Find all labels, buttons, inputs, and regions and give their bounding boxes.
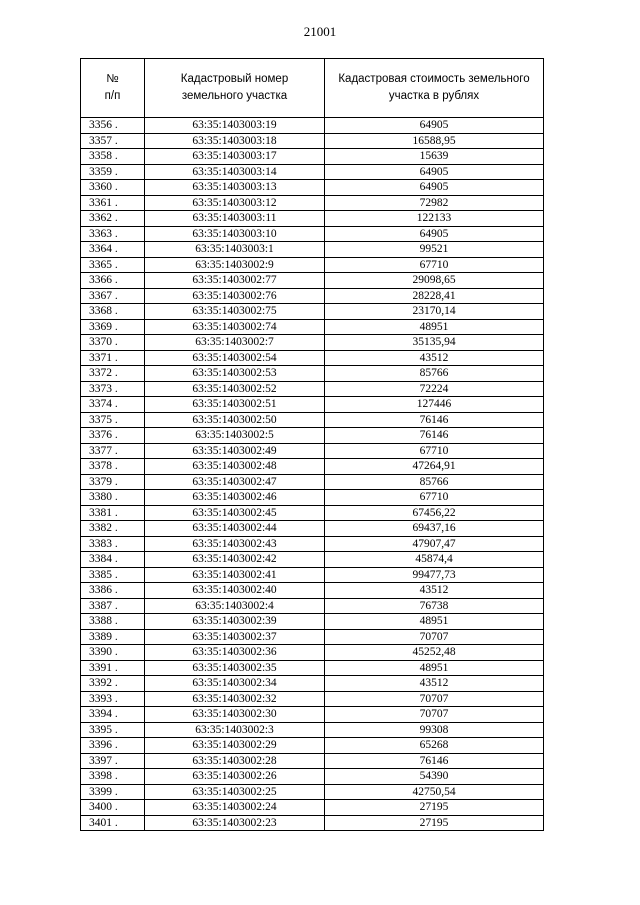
cadastral-number-cell: 63:35:1403002:47 (145, 474, 325, 490)
cadastral-value-cell: 72224 (325, 381, 544, 397)
table-row (81, 753, 544, 769)
table-row (81, 180, 544, 196)
cadastral-value-cell: 48951 (325, 660, 544, 676)
cadastral-number-cell: 63:35:1403002:45 (145, 505, 325, 521)
row-number-cell: 3395 . (81, 722, 145, 738)
column-header-cadastral-number-line2: земельного участка (181, 90, 288, 102)
cadastral-number-cell: 63:35:1403002:53 (145, 366, 325, 382)
table-row (81, 645, 544, 661)
cadastral-value-cell: 69437,16 (325, 521, 544, 537)
table-row (81, 366, 544, 382)
cadastral-number-cell: 63:35:1403002:48 (145, 459, 325, 475)
row-number-cell: 3391 . (81, 660, 145, 676)
row-number-cell: 3362 . (81, 211, 145, 227)
cadastral-value-cell: 64905 (325, 180, 544, 196)
cadastral-value-cell: 27195 (325, 800, 544, 816)
cadastral-number-cell: 63:35:1403002:75 (145, 304, 325, 320)
cadastral-number-cell: 63:35:1403002:34 (145, 676, 325, 692)
cadastral-number-cell: 63:35:1403002:51 (145, 397, 325, 413)
row-number-cell: 3383 . (81, 536, 145, 552)
table-row (81, 459, 544, 475)
row-number-cell: 3380 . (81, 490, 145, 506)
cadastral-number-cell: 63:35:1403002:36 (145, 645, 325, 661)
row-number-cell: 3371 . (81, 350, 145, 366)
cadastral-number-cell: 63:35:1403002:26 (145, 769, 325, 785)
cadastral-number-cell: 63:35:1403002:7 (145, 335, 325, 351)
row-number-cell: 3361 . (81, 195, 145, 211)
cadastral-number-cell: 63:35:1403002:29 (145, 738, 325, 754)
table-row (81, 583, 544, 599)
table-row (81, 629, 544, 645)
row-number-cell: 3358 . (81, 149, 145, 165)
row-number-cell: 3382 . (81, 521, 145, 537)
table-row (81, 273, 544, 289)
row-number-cell: 3384 . (81, 552, 145, 568)
cadastral-number-cell: 63:35:1403003:18 (145, 133, 325, 149)
table-row (81, 474, 544, 490)
cadastral-value-cell: 99521 (325, 242, 544, 258)
table-row (81, 304, 544, 320)
column-header-cadastral-number-line1: Кадастровый номер (180, 73, 289, 85)
table-row (81, 195, 544, 211)
cadastral-number-cell: 63:35:1403003:1 (145, 242, 325, 258)
table-row (81, 614, 544, 630)
cadastral-value-cell: 43512 (325, 676, 544, 692)
cadastral-number-cell: 63:35:1403002:23 (145, 815, 325, 831)
cadastral-value-cell: 70707 (325, 691, 544, 707)
cadastral-number-cell: 63:35:1403002:43 (145, 536, 325, 552)
cadastral-number-cell: 63:35:1403003:17 (145, 149, 325, 165)
table-row (81, 769, 544, 785)
table-row (81, 118, 544, 134)
cadastral-value-cell: 43512 (325, 350, 544, 366)
row-number-cell: 3390 . (81, 645, 145, 661)
cadastral-number-cell: 63:35:1403002:39 (145, 614, 325, 630)
row-number-cell: 3365 . (81, 257, 145, 273)
table-row (81, 257, 544, 273)
row-number-cell: 3399 . (81, 784, 145, 800)
cadastral-value-cell: 27195 (325, 815, 544, 831)
table-row (81, 319, 544, 335)
cadastral-value-cell: 70707 (325, 707, 544, 723)
row-number-cell: 3373 . (81, 381, 145, 397)
table-header-row (81, 59, 544, 118)
cadastral-value-cell: 72982 (325, 195, 544, 211)
cadastral-number-cell: 63:35:1403003:12 (145, 195, 325, 211)
table-body (81, 118, 544, 831)
cadastral-value-cell: 64905 (325, 226, 544, 242)
table-row (81, 521, 544, 537)
column-header-cadastral-value-line2: участка в рублях (388, 90, 480, 102)
row-number-cell: 3401 . (81, 815, 145, 831)
cadastral-number-cell: 63:35:1403002:30 (145, 707, 325, 723)
cadastral-value-cell: 67456,22 (325, 505, 544, 521)
cadastral-number-cell: 63:35:1403002:52 (145, 381, 325, 397)
cadastral-number-cell: 63:35:1403002:28 (145, 753, 325, 769)
row-number-cell: 3388 . (81, 614, 145, 630)
table-row (81, 707, 544, 723)
cadastral-number-cell: 63:35:1403002:42 (145, 552, 325, 568)
cadastral-value-cell: 85766 (325, 366, 544, 382)
table-row (81, 552, 544, 568)
table-row (81, 784, 544, 800)
row-number-cell: 3367 . (81, 288, 145, 304)
row-number-cell: 3378 . (81, 459, 145, 475)
row-number-cell: 3375 . (81, 412, 145, 428)
cadastral-number-cell: 63:35:1403002:54 (145, 350, 325, 366)
cadastral-number-cell: 63:35:1403003:19 (145, 118, 325, 134)
column-header-number-line1: № (106, 73, 119, 85)
cadastral-value-cell: 43512 (325, 583, 544, 599)
column-header-cadastral-value-line1: Кадастровая стоимость земельного (338, 73, 530, 85)
cadastral-number-cell: 63:35:1403002:40 (145, 583, 325, 599)
cadastral-number-cell: 63:35:1403003:11 (145, 211, 325, 227)
cadastral-value-cell: 76738 (325, 598, 544, 614)
table-row (81, 815, 544, 831)
table-row (81, 505, 544, 521)
table-row (81, 397, 544, 413)
cadastral-value-cell: 54390 (325, 769, 544, 785)
table-row (81, 211, 544, 227)
cadastral-value-cell: 70707 (325, 629, 544, 645)
cadastral-value-cell: 15639 (325, 149, 544, 165)
row-number-cell: 3376 . (81, 428, 145, 444)
row-number-cell: 3370 . (81, 335, 145, 351)
cadastral-number-cell: 63:35:1403002:77 (145, 273, 325, 289)
table-row (81, 412, 544, 428)
row-number-cell: 3386 . (81, 583, 145, 599)
cadastral-value-cell: 48951 (325, 614, 544, 630)
cadastral-number-cell: 63:35:1403002:44 (145, 521, 325, 537)
cadastral-value-cell: 76146 (325, 428, 544, 444)
cadastral-value-cell: 122133 (325, 211, 544, 227)
row-number-cell: 3369 . (81, 319, 145, 335)
table-row (81, 335, 544, 351)
row-number-cell: 3366 . (81, 273, 145, 289)
cadastral-number-cell: 63:35:1403002:74 (145, 319, 325, 335)
cadastral-number-cell: 63:35:1403002:76 (145, 288, 325, 304)
cadastral-number-cell: 63:35:1403002:37 (145, 629, 325, 645)
row-number-cell: 3364 . (81, 242, 145, 258)
cadastral-value-cell: 99477,73 (325, 567, 544, 583)
row-number-cell: 3394 . (81, 707, 145, 723)
row-number-cell: 3397 . (81, 753, 145, 769)
cadastral-value-table (80, 58, 544, 831)
cadastral-value-cell: 23170,14 (325, 304, 544, 320)
table-row (81, 800, 544, 816)
cadastral-number-cell: 63:35:1403003:10 (145, 226, 325, 242)
cadastral-value-cell: 47264,91 (325, 459, 544, 475)
table-row (81, 443, 544, 459)
cadastral-number-cell: 63:35:1403002:46 (145, 490, 325, 506)
row-number-cell: 3379 . (81, 474, 145, 490)
cadastral-value-cell: 127446 (325, 397, 544, 413)
table-row (81, 381, 544, 397)
table-row (81, 288, 544, 304)
cadastral-value-cell: 99308 (325, 722, 544, 738)
cadastral-value-cell: 67710 (325, 490, 544, 506)
cadastral-value-cell: 42750,54 (325, 784, 544, 800)
table-row (81, 164, 544, 180)
table-row (81, 536, 544, 552)
cadastral-value-cell: 16588,95 (325, 133, 544, 149)
cadastral-number-cell: 63:35:1403002:5 (145, 428, 325, 444)
row-number-cell: 3360 . (81, 180, 145, 196)
cadastral-number-cell: 63:35:1403002:25 (145, 784, 325, 800)
column-header-cadastral-number (145, 59, 325, 118)
cadastral-number-cell: 63:35:1403002:3 (145, 722, 325, 738)
cadastral-value-cell: 64905 (325, 164, 544, 180)
cadastral-number-cell: 63:35:1403002:49 (145, 443, 325, 459)
row-number-cell: 3396 . (81, 738, 145, 754)
column-header-cadastral-value (325, 59, 544, 118)
row-number-cell: 3385 . (81, 567, 145, 583)
row-number-cell: 3368 . (81, 304, 145, 320)
page-number: 21001 (303, 24, 337, 39)
table-row (81, 242, 544, 258)
cadastral-value-cell: 67710 (325, 443, 544, 459)
table-row (81, 691, 544, 707)
cadastral-number-cell: 63:35:1403002:35 (145, 660, 325, 676)
table-row (81, 567, 544, 583)
cadastral-number-cell: 63:35:1403002:50 (145, 412, 325, 428)
row-number-cell: 3374 . (81, 397, 145, 413)
table-row (81, 149, 544, 165)
row-number-cell: 3356 . (81, 118, 145, 134)
table-row (81, 738, 544, 754)
table-row (81, 490, 544, 506)
row-number-cell: 3389 . (81, 629, 145, 645)
table-row (81, 350, 544, 366)
row-number-cell: 3359 . (81, 164, 145, 180)
cadastral-number-cell: 63:35:1403002:41 (145, 567, 325, 583)
cadastral-value-cell: 47907,47 (325, 536, 544, 552)
table-row (81, 676, 544, 692)
column-header-number-line2: п/п (104, 90, 121, 102)
cadastral-value-cell: 35135,94 (325, 335, 544, 351)
row-number-cell: 3357 . (81, 133, 145, 149)
cadastral-value-cell: 45874,4 (325, 552, 544, 568)
cadastral-number-cell: 63:35:1403002:9 (145, 257, 325, 273)
row-number-cell: 3400 . (81, 800, 145, 816)
cadastral-number-cell: 63:35:1403003:14 (145, 164, 325, 180)
cadastral-value-cell: 45252,48 (325, 645, 544, 661)
cadastral-value-cell: 76146 (325, 753, 544, 769)
row-number-cell: 3392 . (81, 676, 145, 692)
row-number-cell: 3387 . (81, 598, 145, 614)
row-number-cell: 3372 . (81, 366, 145, 382)
cadastral-value-cell: 65268 (325, 738, 544, 754)
cadastral-value-cell: 29098,65 (325, 273, 544, 289)
row-number-cell: 3377 . (81, 443, 145, 459)
cadastral-number-cell: 63:35:1403003:13 (145, 180, 325, 196)
cadastral-value-cell: 67710 (325, 257, 544, 273)
cadastral-number-cell: 63:35:1403002:32 (145, 691, 325, 707)
table-row (81, 722, 544, 738)
cadastral-value-cell: 76146 (325, 412, 544, 428)
cadastral-number-cell: 63:35:1403002:4 (145, 598, 325, 614)
table-row (81, 598, 544, 614)
cadastral-value-cell: 48951 (325, 319, 544, 335)
row-number-cell: 3398 . (81, 769, 145, 785)
cadastral-value-cell: 28228,41 (325, 288, 544, 304)
column-header-number (81, 59, 145, 118)
row-number-cell: 3381 . (81, 505, 145, 521)
table-row (81, 133, 544, 149)
table-row (81, 660, 544, 676)
row-number-cell: 3363 . (81, 226, 145, 242)
cadastral-value-cell: 85766 (325, 474, 544, 490)
cadastral-value-cell: 64905 (325, 118, 544, 134)
row-number-cell: 3393 . (81, 691, 145, 707)
table-row (81, 428, 544, 444)
cadastral-number-cell: 63:35:1403002:24 (145, 800, 325, 816)
table-row (81, 226, 544, 242)
